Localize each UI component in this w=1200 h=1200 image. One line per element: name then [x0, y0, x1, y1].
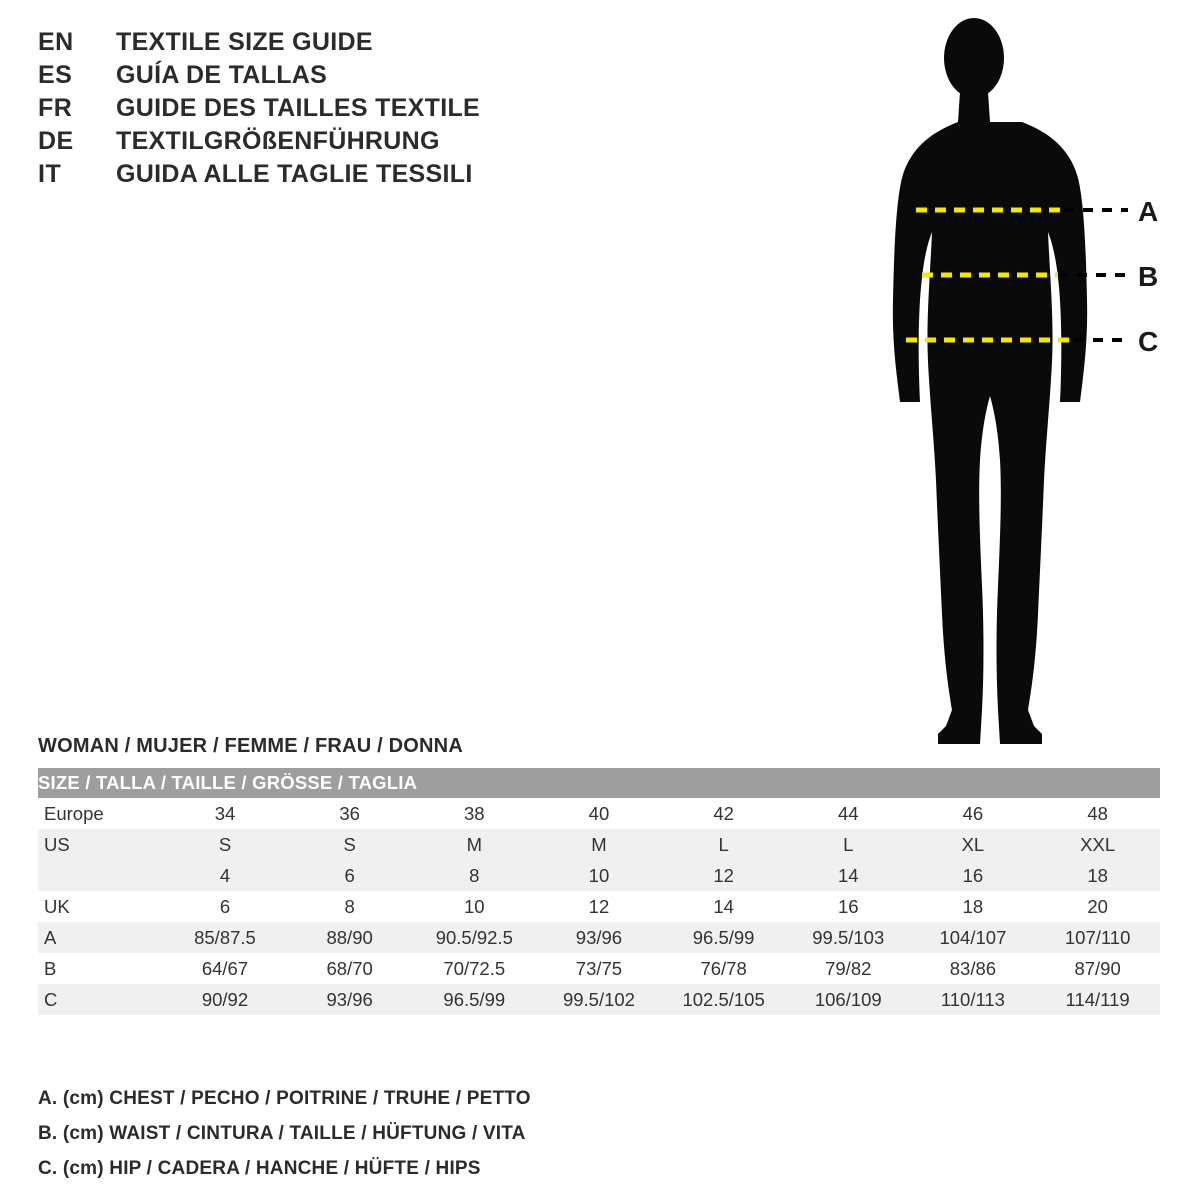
table-cell: XXL: [1035, 829, 1160, 860]
group-label: WOMAN / MUJER / FEMME / FRAU / DONNA: [38, 735, 463, 757]
table-cell: 96.5/99: [661, 922, 786, 953]
row-label: Europe: [38, 798, 163, 829]
table-cell: M: [412, 829, 537, 860]
table-cell: 10: [537, 860, 662, 891]
table-cell: 85/87.5: [163, 922, 288, 953]
row-label: A: [38, 922, 163, 953]
table-row: [38, 922, 1160, 953]
marker-label-a: A: [1138, 196, 1159, 227]
table-cell: 88/90: [287, 922, 412, 953]
title-lang-de: DE: [38, 127, 74, 155]
title-block: [38, 28, 678, 193]
size-table-section: [38, 735, 1168, 1015]
table-cell: 107/110: [1035, 922, 1160, 953]
table-cell: 10: [412, 891, 537, 922]
table-header-cell: SIZE / TALLA / TAILLE / GRÖSSE / TAGLIA: [38, 768, 1160, 798]
legend-line-a: A. (cm) CHEST / PECHO / POITRINE / TRUHE / PETTO: [38, 1088, 531, 1109]
table-cell: 73/75: [537, 953, 662, 984]
table-cell: 68/70: [287, 953, 412, 984]
table-cell: 114/119: [1035, 984, 1160, 1015]
row-label: [38, 860, 163, 891]
title-row-fr: [38, 94, 678, 123]
title-text-it: GUIDA ALLE TAGLIE TESSILI: [116, 160, 473, 188]
table-cell: 104/107: [911, 922, 1036, 953]
title-row-en: [38, 28, 678, 57]
table-cell: 6: [287, 860, 412, 891]
table-cell: 102.5/105: [661, 984, 786, 1015]
table-cell: 8: [287, 891, 412, 922]
table-cell: 83/86: [911, 953, 1036, 984]
table-cell: 46: [911, 798, 1036, 829]
table-cell: 36: [287, 798, 412, 829]
marker-label-b: B: [1138, 261, 1159, 292]
title-lang-es: ES: [38, 61, 73, 89]
table-cell: XL: [911, 829, 1036, 860]
title-row-it: [38, 160, 678, 189]
table-cell: M: [537, 829, 662, 860]
table-cell: 76/78: [661, 953, 786, 984]
row-label: C: [38, 984, 163, 1015]
table-cell: 70/72.5: [412, 953, 537, 984]
table-cell: 38: [412, 798, 537, 829]
title-row-de: [38, 127, 678, 156]
table-cell: S: [287, 829, 412, 860]
table-row: [38, 798, 1160, 829]
table-cell: 96.5/99: [412, 984, 537, 1015]
table-cell: 93/96: [537, 922, 662, 953]
table-cell: L: [786, 829, 911, 860]
table-cell: S: [163, 829, 288, 860]
table-cell: 18: [1035, 860, 1160, 891]
title-lang-fr: FR: [38, 94, 73, 122]
title-lang-en: EN: [38, 28, 74, 56]
table-cell: 8: [412, 860, 537, 891]
table-row: [38, 829, 1160, 860]
table-cell: 44: [786, 798, 911, 829]
title-row-es: [38, 61, 678, 90]
table-cell: 12: [537, 891, 662, 922]
table-cell: 16: [911, 860, 1036, 891]
row-label: UK: [38, 891, 163, 922]
table-cell: 48: [1035, 798, 1160, 829]
table-cell: 20: [1035, 891, 1160, 922]
female-silhouette-icon: [893, 18, 1087, 744]
table-cell: 14: [786, 860, 911, 891]
table-cell: 87/90: [1035, 953, 1160, 984]
table-cell: 79/82: [786, 953, 911, 984]
table-header-row: [38, 768, 1160, 798]
table-cell: 18: [911, 891, 1036, 922]
size-table: [38, 768, 1160, 1015]
legend-block: [38, 1088, 838, 1193]
marker-label-c: C: [1138, 326, 1159, 357]
table-cell: 40: [537, 798, 662, 829]
table-row: [38, 860, 1160, 891]
title-text-es: GUÍA DE TALLAS: [116, 61, 328, 89]
table-cell: 99.5/102: [537, 984, 662, 1015]
table-cell: 90/92: [163, 984, 288, 1015]
table-cell: 90.5/92.5: [412, 922, 537, 953]
table-cell: 34: [163, 798, 288, 829]
table-cell: 93/96: [287, 984, 412, 1015]
table-row: [38, 891, 1160, 922]
table-cell: 110/113: [911, 984, 1036, 1015]
table-cell: 4: [163, 860, 288, 891]
table-cell: 106/109: [786, 984, 911, 1015]
title-text-fr: GUIDE DES TAILLES TEXTILE: [116, 94, 481, 122]
title-text-en: TEXTILE SIZE GUIDE: [116, 28, 373, 56]
body-figure: [860, 10, 1190, 750]
row-label: US: [38, 829, 163, 860]
table-cell: 16: [786, 891, 911, 922]
table-row: [38, 953, 1160, 984]
legend-line-c: C. (cm) HIP / CADERA / HANCHE / HÜFTE / HIPS: [38, 1158, 481, 1179]
legend-line-b: B. (cm) WAIST / CINTURA / TAILLE / HÜFTUNG / VITA: [38, 1123, 526, 1144]
table-cell: 12: [661, 860, 786, 891]
table-cell: 42: [661, 798, 786, 829]
row-label: B: [38, 953, 163, 984]
table-cell: 6: [163, 891, 288, 922]
table-cell: 64/67: [163, 953, 288, 984]
table-cell: 99.5/103: [786, 922, 911, 953]
table-cell: 14: [661, 891, 786, 922]
title-lang-it: IT: [38, 160, 62, 188]
table-row: [38, 984, 1160, 1015]
table-cell: L: [661, 829, 786, 860]
title-text-de: TEXTILGRÖßENFÜHRUNG: [116, 127, 440, 155]
